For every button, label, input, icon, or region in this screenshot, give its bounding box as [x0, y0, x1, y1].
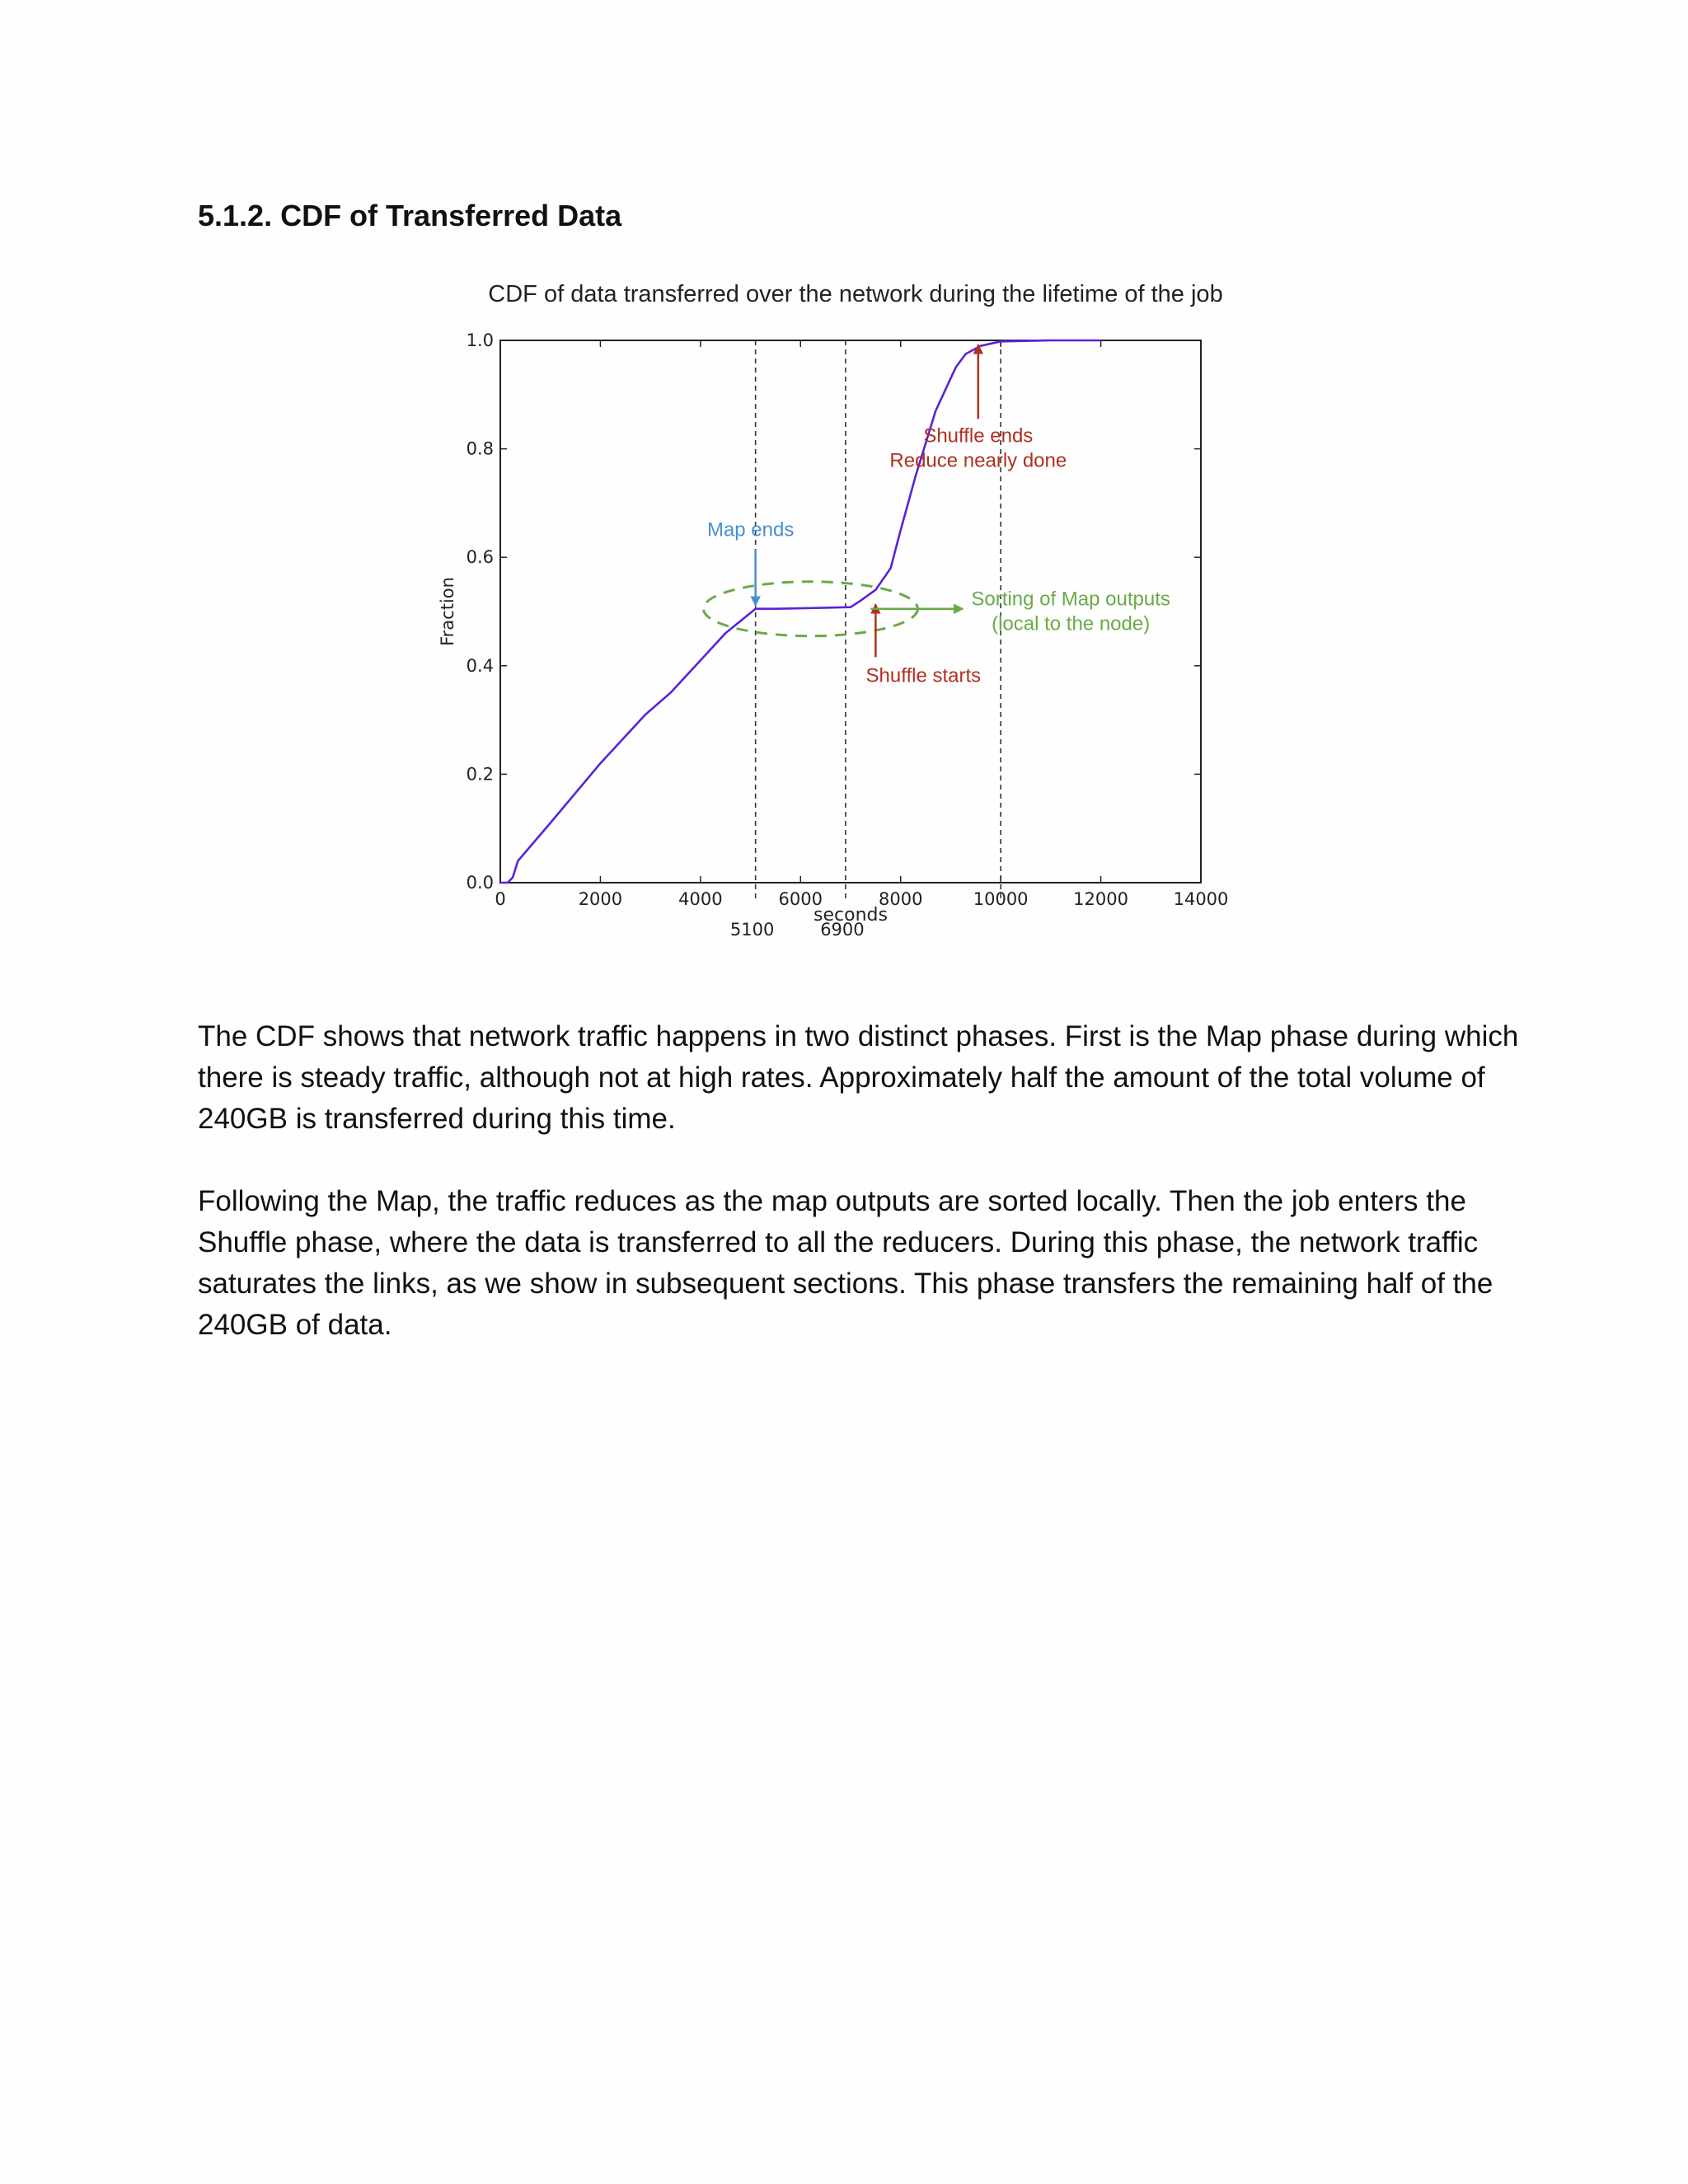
y-axis-ticks	[467, 330, 1201, 893]
x-tick-label: 12000	[1073, 889, 1128, 909]
shuffle-starts-label: Shuffle starts	[865, 664, 982, 687]
y-tick-label: 0.6	[466, 547, 494, 568]
y-axis-label: Fraction	[438, 577, 457, 646]
vline-label-6900: 6900	[820, 920, 865, 940]
x-tick-label: 4000	[678, 889, 723, 909]
vline-label-5100: 5100	[729, 920, 775, 940]
sorting-label: Sorting of Map outputs	[971, 588, 1170, 611]
paragraph-map-phase: The CDF shows that network traffic happens in two distinct phases. First is the Map phase during which there is steady traffic, although not at high rates. Approximately half the amount of the total volume of 240GB is transferred during this time.	[198, 1020, 1519, 1135]
x-tick-label: 2000	[578, 889, 623, 909]
y-tick-label: 1.0	[466, 330, 494, 350]
cdf-chart	[420, 272, 1278, 956]
paragraph-shuffle-phase: Following the Map, the traffic reduces as the map outputs are sorted locally. Then the job enters the Shuffle phase, where the data is transferred to all the reducers. During this phase, the network traffic saturates the links, as we show in subsequent sections. This phase transfers the remaining half of the 240GB of data.	[198, 1185, 1493, 1341]
x-axis-label: seconds	[814, 905, 888, 926]
plot-frame	[500, 340, 1201, 883]
shuffle-ends-label: Shuffle ends	[923, 424, 1034, 448]
map-ends-label: Map ends	[706, 518, 795, 541]
y-tick-label: 0.8	[466, 438, 494, 459]
y-tick-label: 0.2	[466, 764, 494, 785]
y-tick-label: 0.4	[466, 655, 494, 676]
sorting-local-label: (local to the node)	[992, 612, 1151, 635]
y-tick-label: 0.0	[466, 873, 494, 893]
x-tick-label: 10000	[973, 889, 1029, 909]
x-tick-label: 14000	[1173, 889, 1229, 909]
x-tick-label: 6000	[778, 889, 823, 909]
section-heading: 5.1.2. CDF of Transferred Data	[198, 199, 622, 232]
cdf-figure	[420, 272, 1278, 956]
reduce-nearly-done-label: Reduce nearly done	[889, 449, 1067, 472]
x-tick-label: 0	[495, 889, 506, 909]
chart-title: CDF of data transferred over the network during the lifetime of the job	[488, 281, 1223, 307]
cdf-series-line	[500, 340, 1101, 883]
x-tick-label: 8000	[878, 889, 923, 909]
